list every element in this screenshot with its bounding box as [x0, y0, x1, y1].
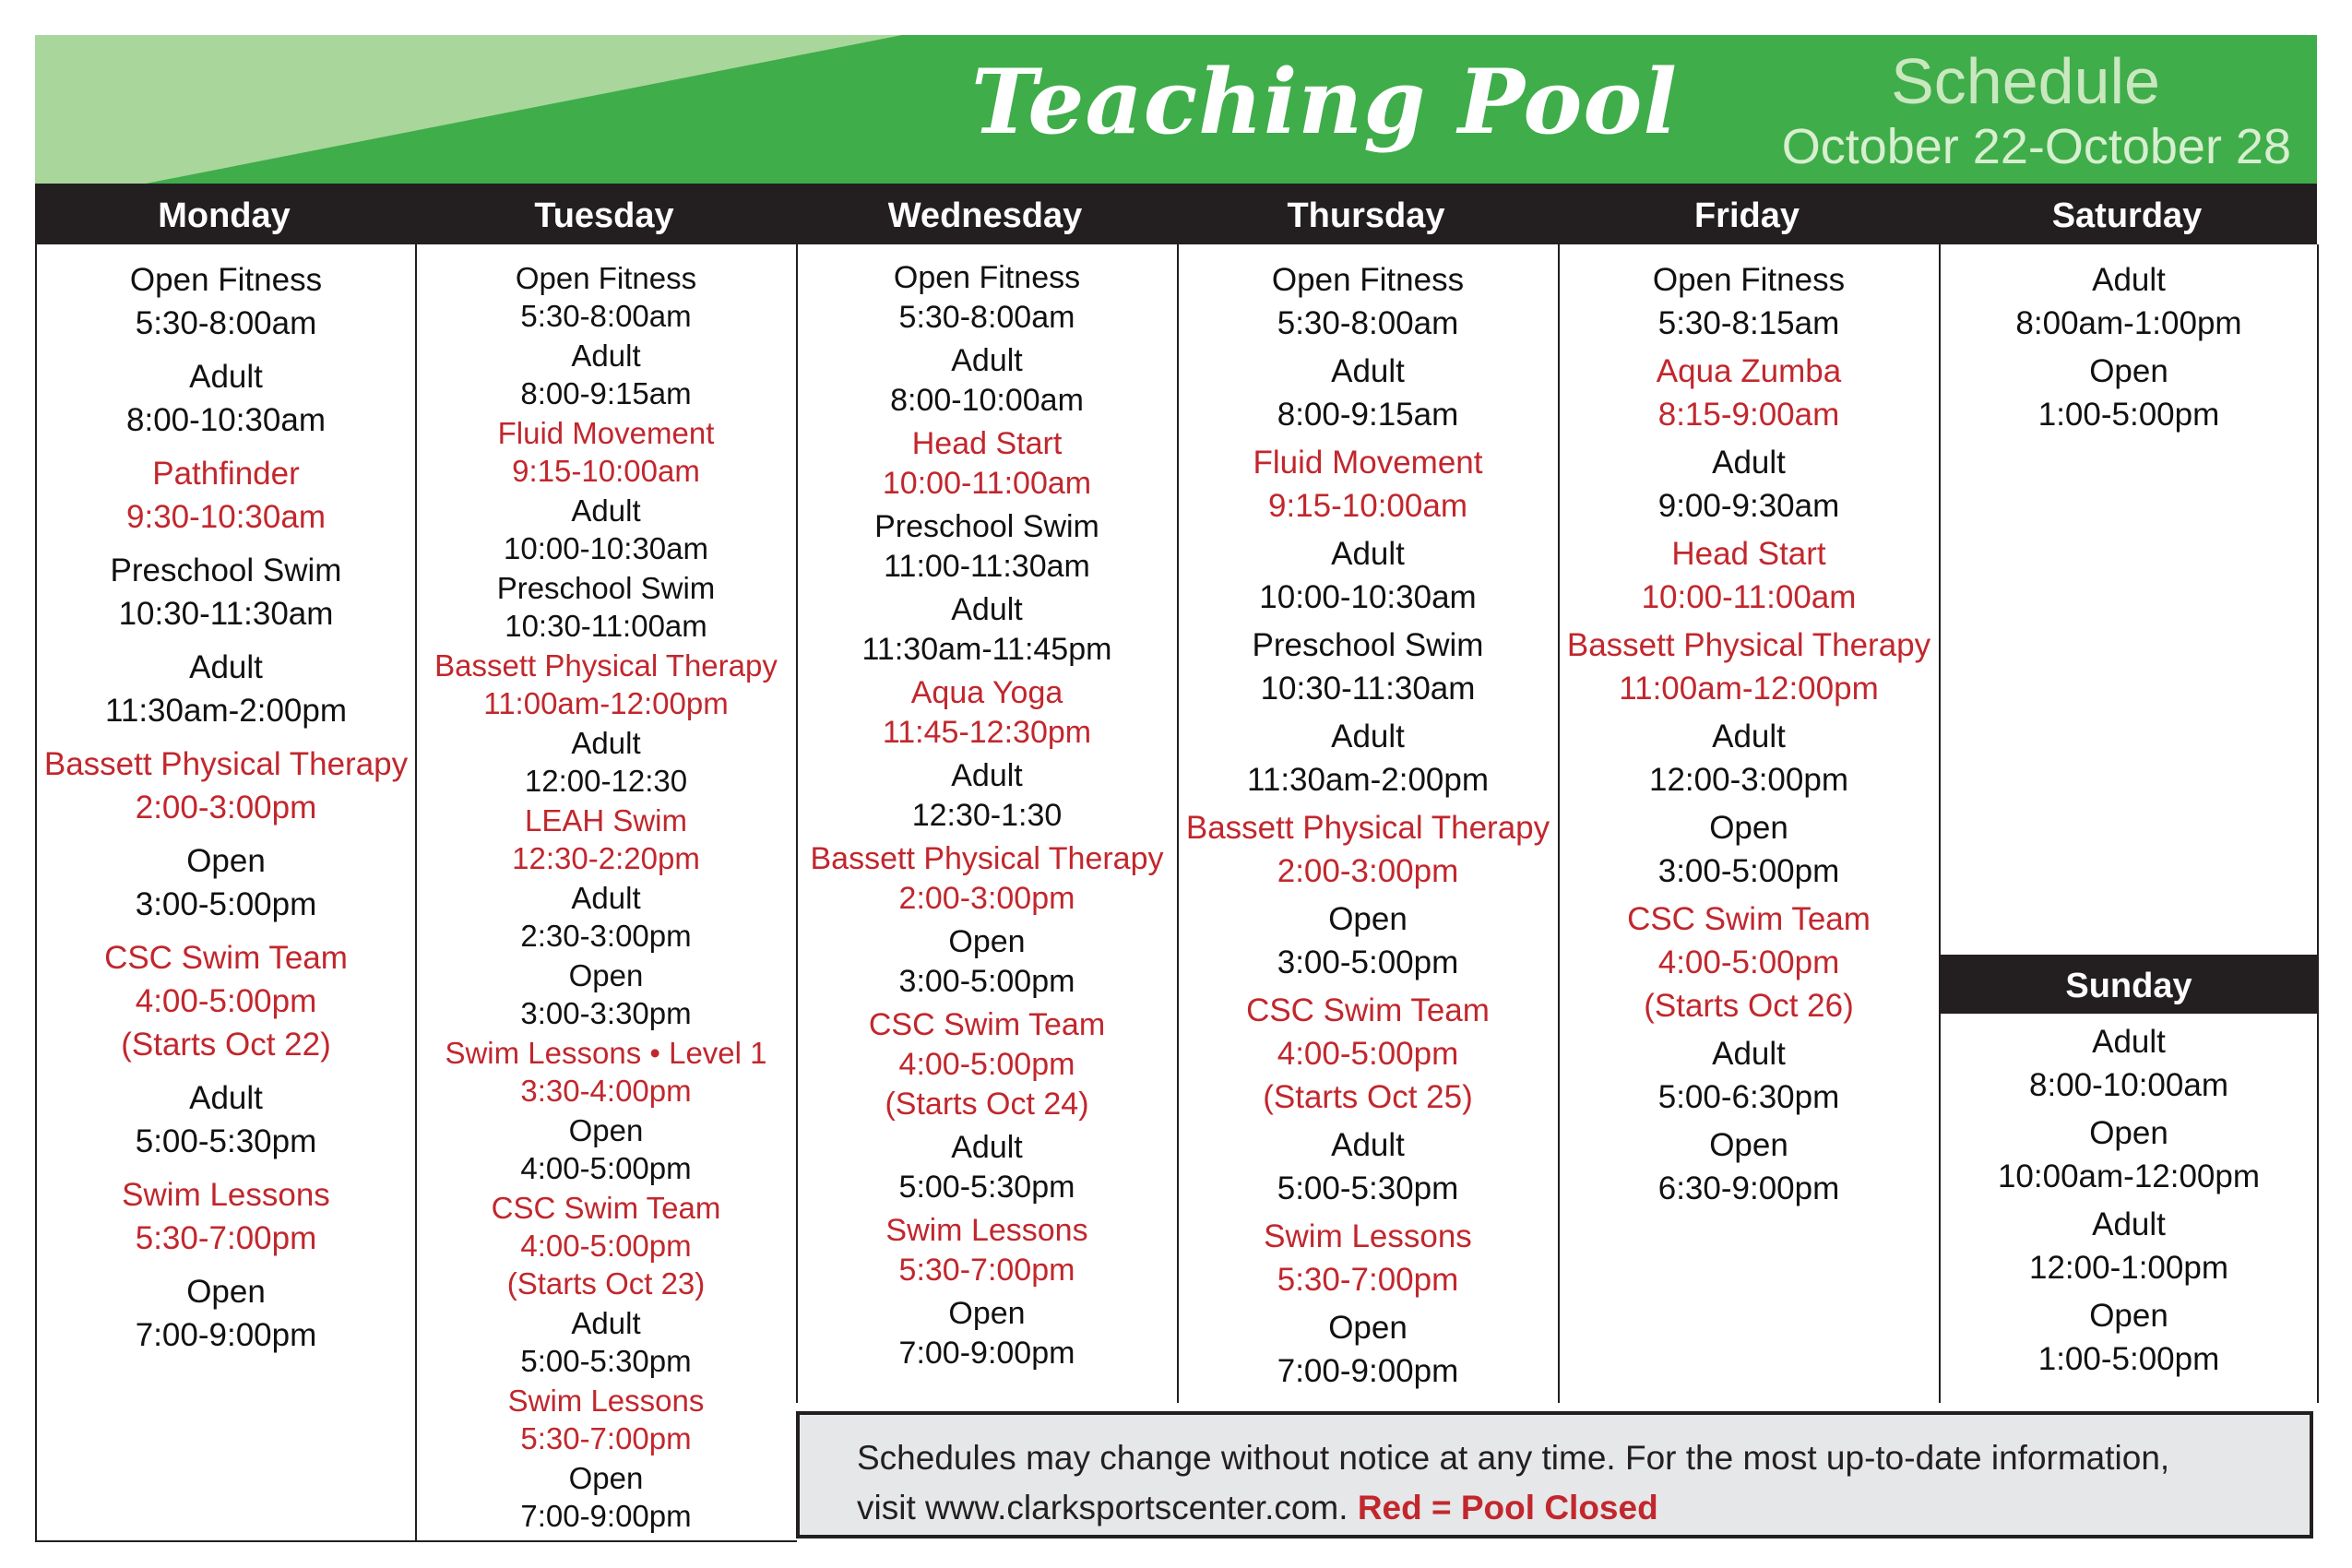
schedule-item — [37, 742, 415, 829]
activity-name: Bassett Physical Therapy — [43, 746, 409, 782]
friday-column — [1558, 244, 1938, 1403]
schedule-item — [1560, 441, 1938, 528]
schedule-item — [417, 956, 795, 1032]
activity-name: Adult — [189, 1080, 263, 1116]
activity-time: 10:30-11:00am — [505, 609, 707, 643]
schedule-item — [417, 724, 795, 800]
schedule-item — [1941, 350, 2317, 436]
activity-name: Adult — [571, 1306, 641, 1340]
day-header-wednesday: Wednesday — [887, 196, 1083, 235]
schedule-item — [37, 1076, 415, 1163]
activity-time: 8:00am-1:00pm — [2015, 305, 2242, 341]
schedule-item — [1560, 258, 1938, 345]
schedule-item — [417, 647, 795, 722]
schedule-item — [417, 337, 795, 412]
activity-name: Adult — [571, 339, 641, 373]
activity-time: 11:30am-2:00pm — [104, 693, 347, 729]
schedule-item — [1179, 1215, 1557, 1301]
activity-time: (Starts Oct 22) — [121, 1027, 331, 1063]
activity-name: Head Start — [1671, 536, 1826, 572]
activity-name: Adult — [189, 649, 263, 685]
activity-time: (Starts Oct 23) — [506, 1266, 706, 1301]
activity-time: 9:00-9:30am — [1657, 488, 1840, 524]
activity-name: Adult — [571, 881, 641, 915]
schedule-item — [1179, 1123, 1557, 1210]
activity-name: CSC Swim Team — [491, 1191, 721, 1225]
schedule-item — [798, 839, 1176, 919]
activity-name: Open — [2089, 1298, 2168, 1334]
activity-name: Bassett Physical Therapy — [434, 648, 778, 683]
header-banner — [35, 35, 2317, 184]
day-header-bar — [35, 184, 2317, 244]
activity-time: 6:30-9:00pm — [1657, 1170, 1840, 1206]
activity-name: Fluid Movement — [1253, 445, 1483, 481]
activity-time: 5:00-5:30pm — [520, 1344, 692, 1378]
activity-time: 4:00-5:00pm — [135, 983, 317, 1019]
activity-time: 4:00-5:00pm — [520, 1229, 692, 1263]
schedule-item — [798, 258, 1176, 338]
activity-name: Preschool Swim — [1252, 627, 1484, 663]
schedule-item — [798, 1294, 1176, 1373]
activity-time: 11:30am-2:00pm — [1246, 762, 1489, 798]
activity-name: Open — [568, 1461, 644, 1495]
activity-name: LEAH Swim — [524, 803, 688, 837]
schedule-item — [798, 424, 1176, 504]
schedule-item — [1560, 806, 1938, 893]
activity-time: 10:00-10:30am — [1259, 579, 1477, 615]
activity-name: Preschool Swim — [874, 509, 1099, 544]
activity-time: 5:00-5:30pm — [135, 1123, 317, 1159]
closed-legend: Red = Pool Closed — [1357, 1489, 1658, 1526]
schedule-item — [798, 922, 1176, 1002]
activity-time: 3:00-5:00pm — [898, 964, 1075, 999]
schedule-item — [1560, 1123, 1938, 1210]
activity-time: 12:00-12:30 — [524, 764, 688, 798]
activity-time: 9:15-10:00am — [512, 454, 700, 488]
day-header-thursday: Thursday — [1287, 196, 1445, 235]
activity-time: 4:00-5:00pm — [1657, 944, 1840, 980]
activity-name: Open Fitness — [129, 262, 323, 298]
activity-time: 11:00am-12:00pm — [483, 686, 729, 720]
activity-name: Adult — [1331, 1127, 1405, 1163]
schedule-item — [37, 355, 415, 442]
activity-time: 5:30-7:00pm — [898, 1253, 1075, 1288]
activity-time: 1:00-5:00pm — [2037, 1341, 2220, 1377]
activity-name: Adult — [2092, 1024, 2166, 1060]
notice-line-2: visit www.clarksportscenter.com. — [857, 1489, 1348, 1526]
activity-time: 10:30-11:30am — [118, 596, 334, 632]
schedule-item — [417, 1111, 795, 1187]
schedule-item — [417, 414, 795, 490]
schedule-item — [1560, 624, 1938, 710]
monday-column — [35, 244, 415, 1542]
activity-name: Adult — [1712, 445, 1786, 481]
activity-time: 5:30-8:00am — [1277, 305, 1459, 341]
schedule-item — [417, 802, 795, 877]
activity-time: 4:00-5:00pm — [898, 1047, 1075, 1082]
activity-name: Adult — [951, 343, 1023, 378]
schedule-item — [1179, 715, 1557, 802]
activity-name: Adult — [1712, 719, 1786, 754]
activity-name: CSC Swim Team — [868, 1007, 1106, 1042]
schedule-item — [1941, 1111, 2317, 1198]
schedule-item — [1941, 1020, 2317, 1107]
activity-name: Adult — [571, 493, 641, 528]
activity-time: 8:00-9:15am — [1277, 397, 1459, 433]
schedule-item — [798, 673, 1176, 753]
activity-time: 12:00-3:00pm — [1649, 762, 1848, 798]
activity-name: Open — [948, 924, 1026, 959]
activity-time: 5:30-8:00am — [135, 305, 317, 341]
activity-time: 8:15-9:00am — [1657, 397, 1840, 433]
activity-time: 3:00-5:00pm — [1657, 853, 1840, 889]
activity-name: Preschool Swim — [110, 552, 342, 588]
activity-time: 11:00-11:30am — [884, 549, 1090, 584]
activity-time: 8:00-10:00am — [2029, 1067, 2228, 1103]
tuesday-column — [415, 244, 795, 1542]
activity-name: Aqua Zumba — [1656, 353, 1842, 389]
activity-name: Adult — [951, 758, 1023, 793]
schedule-item — [798, 590, 1176, 670]
activity-time: 5:30-7:00pm — [135, 1220, 317, 1256]
schedule-item — [37, 258, 415, 345]
activity-time: (Starts Oct 25) — [1263, 1079, 1473, 1115]
tuesday-items — [417, 244, 795, 1535]
activity-time: 2:00-3:00pm — [1277, 853, 1459, 889]
schedule-item — [37, 1270, 415, 1357]
activity-time: 10:00-10:30am — [504, 531, 708, 565]
schedule-item — [1179, 1306, 1557, 1393]
day-header-sunday: Sunday — [1941, 955, 2317, 1014]
activity-name: Open Fitness — [1271, 262, 1465, 298]
activity-time: 2:00-3:00pm — [898, 881, 1075, 916]
schedule-item — [798, 507, 1176, 587]
activity-time: 5:30-7:00pm — [1277, 1262, 1459, 1298]
schedule-item — [1560, 897, 1938, 1028]
schedule-item — [37, 452, 415, 539]
activity-time: 7:00-9:00pm — [520, 1499, 692, 1533]
schedule-item — [1179, 258, 1557, 345]
schedule-item — [798, 1211, 1176, 1290]
schedule-item — [1560, 1032, 1938, 1119]
schedule-item — [417, 1382, 795, 1457]
activity-time: 5:30-7:00pm — [520, 1421, 692, 1455]
activity-time: 12:00-1:00pm — [2029, 1250, 2228, 1286]
activity-time: 7:00-9:00pm — [135, 1317, 317, 1353]
saturday-items — [1941, 244, 2317, 436]
schedule-item — [37, 646, 415, 732]
schedule-item — [37, 839, 415, 926]
activity-time: 8:00-9:15am — [520, 376, 692, 410]
activity-name: Adult — [1712, 1036, 1786, 1072]
activity-name: CSC Swim Team — [104, 940, 348, 976]
schedule-item — [798, 341, 1176, 421]
activity-time: 3:00-5:00pm — [1277, 944, 1459, 980]
activity-name: Open — [1709, 810, 1788, 846]
schedule-item — [1179, 350, 1557, 436]
thursday-column — [1177, 244, 1557, 1403]
activity-name: Aqua Yoga — [910, 675, 1063, 710]
schedule-item — [1941, 1203, 2317, 1289]
schedule-item — [417, 1189, 795, 1302]
activity-time: 10:00-11:00am — [1641, 579, 1857, 615]
activity-time: 3:00-5:00pm — [135, 886, 317, 922]
schedule-item — [417, 492, 795, 567]
schedule-item — [1560, 715, 1938, 802]
bottom-border — [35, 1540, 797, 1542]
activity-name: Adult — [189, 359, 263, 395]
schedule-item — [417, 879, 795, 955]
activity-name: Swim Lessons — [122, 1177, 330, 1213]
activity-time: 10:00-11:00am — [882, 466, 1092, 501]
activity-time: 4:00-5:00pm — [1277, 1036, 1459, 1072]
schedule-item — [1179, 806, 1557, 893]
notice-text — [857, 1433, 2169, 1533]
activity-name: Open — [2089, 1115, 2168, 1151]
schedule-item — [1179, 441, 1557, 528]
activity-time: 5:30-8:15am — [1657, 305, 1840, 341]
page-title: Teaching Pool — [971, 50, 1678, 154]
activity-name: Open — [186, 1274, 266, 1310]
notice-box — [796, 1411, 2313, 1538]
schedule-item — [1560, 532, 1938, 619]
schedule-item — [798, 1005, 1176, 1124]
schedule-item — [798, 1128, 1176, 1207]
activity-time: 7:00-9:00pm — [1277, 1353, 1459, 1389]
schedule-item — [37, 1173, 415, 1260]
activity-time: 4:00-5:00pm — [520, 1151, 692, 1185]
activity-name: Open — [186, 843, 266, 879]
schedule-grid — [35, 244, 2317, 1542]
activity-name: Bassett Physical Therapy — [1185, 810, 1550, 846]
activity-time: 5:30-8:00am — [520, 299, 692, 333]
schedule-flyer — [35, 35, 2317, 1542]
activity-name: Open Fitness — [515, 261, 697, 295]
activity-name: Fluid Movement — [497, 416, 715, 450]
activity-time: (Starts Oct 24) — [885, 1087, 1089, 1122]
activity-name: Open — [568, 958, 644, 992]
schedule-item — [798, 756, 1176, 836]
schedule-item — [37, 936, 415, 1066]
activity-time: 5:30-8:00am — [898, 300, 1075, 335]
schedule-item — [417, 1034, 795, 1110]
saturday-column — [1939, 244, 2319, 1403]
activity-name: Open — [1328, 1310, 1408, 1346]
activity-time: 5:00-5:30pm — [898, 1170, 1075, 1205]
activity-name: Adult — [1331, 719, 1405, 754]
activity-name: CSC Swim Team — [1627, 901, 1871, 937]
activity-name: Open Fitness — [893, 260, 1081, 295]
schedule-item — [37, 549, 415, 636]
activity-name: Adult — [1331, 353, 1405, 389]
activity-time: (Starts Oct 26) — [1644, 988, 1854, 1024]
activity-time: 2:30-3:00pm — [520, 919, 692, 953]
activity-name: Adult — [951, 592, 1023, 627]
activity-name: Open — [1709, 1127, 1788, 1163]
activity-name: Open — [2089, 353, 2168, 389]
activity-time: 5:00-6:30pm — [1657, 1079, 1840, 1115]
activity-time: 12:30-2:20pm — [512, 841, 700, 875]
day-header-friday: Friday — [1693, 196, 1800, 235]
activity-time: 10:00am-12:00pm — [1997, 1158, 2261, 1194]
activity-time: 11:30am-11:45pm — [861, 632, 1112, 667]
activity-name: Head Start — [911, 426, 1063, 461]
activity-name: Bassett Physical Therapy — [1566, 627, 1931, 663]
activity-name: Bassett Physical Therapy — [810, 841, 1164, 876]
activity-name: Preschool Swim — [496, 571, 716, 605]
wednesday-column — [796, 244, 1176, 1403]
activity-time: 2:00-3:00pm — [135, 790, 317, 826]
schedule-item — [1941, 1294, 2317, 1381]
thursday-items — [1179, 244, 1557, 1393]
wednesday-items — [798, 244, 1176, 1373]
schedule-item — [1179, 532, 1557, 619]
schedule-item — [1941, 258, 2317, 345]
activity-name: Open Fitness — [1652, 262, 1846, 298]
activity-time: 5:00-5:30pm — [1277, 1170, 1459, 1206]
notice-line-1: Schedules may change without notice at any time. For the most up-to-date information, — [857, 1439, 2170, 1477]
activity-time: 11:45-12:30pm — [882, 715, 1092, 750]
activity-name: Adult — [2092, 262, 2166, 298]
schedule-item — [1179, 897, 1557, 984]
activity-time: 1:00-5:00pm — [2037, 397, 2220, 433]
schedule-item — [417, 1304, 795, 1380]
activity-time: 12:30-1:30 — [911, 798, 1063, 833]
activity-time: 3:00-3:30pm — [520, 996, 692, 1030]
activity-name: CSC Swim Team — [1246, 992, 1490, 1028]
activity-name: Open — [568, 1113, 644, 1147]
activity-time: 8:00-10:30am — [126, 402, 326, 438]
sunday-items — [1941, 1016, 2317, 1385]
activity-name: Swim Lessons • Level 1 — [445, 1036, 767, 1070]
schedule-item — [417, 259, 795, 335]
schedule-item — [417, 569, 795, 645]
activity-time: 11:00am-12:00pm — [1619, 671, 1879, 707]
activity-time: 10:30-11:30am — [1260, 671, 1476, 707]
day-header-saturday: Saturday — [2051, 196, 2203, 235]
friday-items — [1560, 244, 1938, 1210]
activity-name: Pathfinder — [152, 456, 300, 492]
schedule-item — [417, 1459, 795, 1535]
day-header-tuesday: Tuesday — [534, 196, 674, 235]
activity-name: Adult — [571, 726, 641, 760]
schedule-dates: October 22-October 28 — [1781, 119, 2291, 174]
activity-name: Swim Lessons — [885, 1213, 1088, 1248]
activity-name: Swim Lessons — [507, 1384, 705, 1418]
activity-name: Adult — [1331, 536, 1405, 572]
activity-name: Adult — [951, 1130, 1023, 1165]
activity-time: 9:30-10:30am — [126, 499, 326, 535]
activity-time: 9:15-10:00am — [1268, 488, 1467, 524]
monday-items — [37, 244, 415, 1357]
activity-time: 8:00-10:00am — [890, 383, 1084, 418]
activity-name: Open — [948, 1296, 1026, 1331]
activity-name: Open — [1328, 901, 1408, 937]
activity-time: 3:30-4:00pm — [520, 1074, 692, 1108]
day-header-monday: Monday — [158, 196, 291, 235]
activity-name: Adult — [2092, 1206, 2166, 1242]
schedule-label: Schedule — [1891, 45, 2160, 117]
schedule-item — [1560, 350, 1938, 436]
activity-name: Swim Lessons — [1264, 1218, 1472, 1254]
activity-time: 7:00-9:00pm — [898, 1336, 1075, 1371]
schedule-item — [1179, 989, 1557, 1119]
schedule-item — [1179, 624, 1557, 710]
